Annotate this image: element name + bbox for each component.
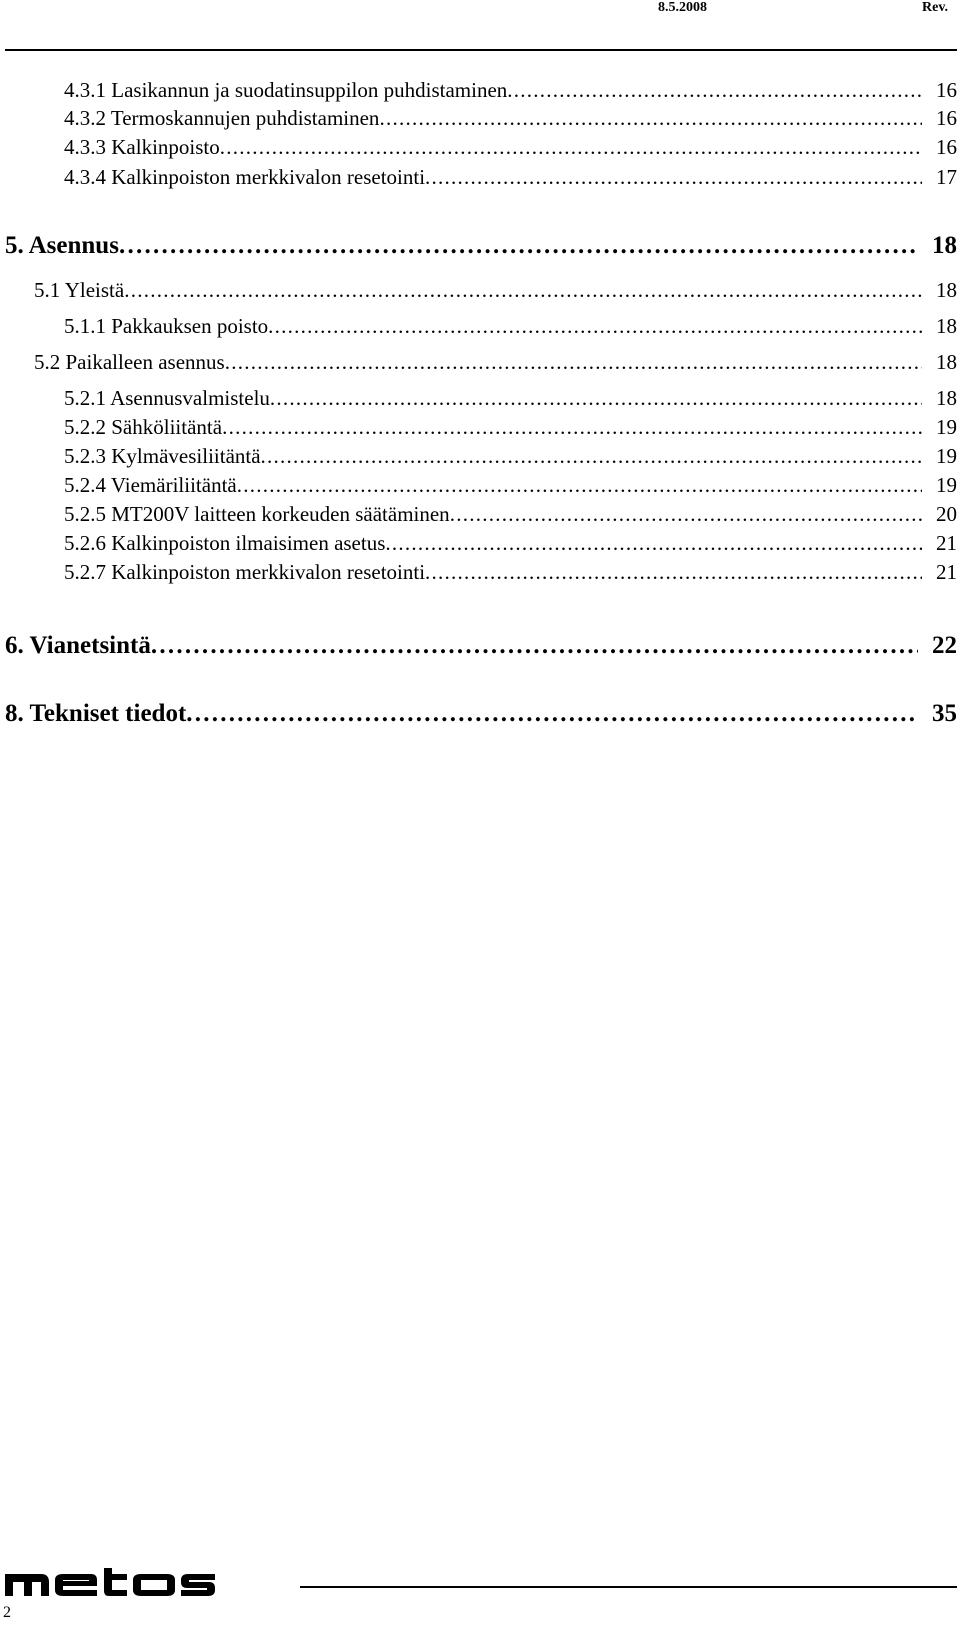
toc-entry[interactable] xyxy=(34,350,957,375)
toc-entry-title: 5.2.6 Kalkinpoiston ilmaisimen asetus xyxy=(64,531,386,555)
toc-entry-title: 5.1.1 Pakkauksen poisto xyxy=(64,314,269,338)
toc-leader-dots xyxy=(507,78,922,103)
toc-entry-title: 8. Tekniset tiedot xyxy=(5,700,187,727)
toc-entry[interactable] xyxy=(64,415,957,440)
toc-entry[interactable] xyxy=(64,531,957,556)
header-revision: Rev. xyxy=(922,0,949,15)
toc-entry-page: 16 xyxy=(936,78,957,102)
toc-leader-dots xyxy=(268,314,922,339)
toc-entry[interactable] xyxy=(34,278,957,303)
toc-leader-dots xyxy=(186,700,918,728)
toc-entry-page: 16 xyxy=(936,106,957,130)
toc-entry-page: 17 xyxy=(936,165,957,189)
toc-entry-page: 19 xyxy=(936,415,957,439)
toc-leader-dots xyxy=(261,444,922,469)
toc-leader-dots xyxy=(119,232,918,260)
toc-leader-dots xyxy=(379,106,922,131)
toc-entry-title: 5.2.7 Kalkinpoiston merkkivalon resetointi xyxy=(64,560,426,584)
page-number: 2 xyxy=(3,1604,11,1621)
toc-leader-dots xyxy=(151,632,918,660)
toc-entry-page: 21 xyxy=(936,531,957,555)
toc-entry[interactable] xyxy=(64,165,957,190)
toc-entry-title: 5. Asennus xyxy=(5,232,119,259)
toc-entry-page: 18 xyxy=(936,386,957,410)
toc-entry-page: 19 xyxy=(936,473,957,497)
toc-leader-dots xyxy=(237,473,922,498)
footer-divider xyxy=(300,1586,957,1588)
toc-chapter-entry[interactable] xyxy=(5,700,957,728)
toc-entry-page: 18 xyxy=(932,232,957,259)
toc-leader-dots xyxy=(222,415,922,440)
toc-entry-page: 21 xyxy=(936,560,957,584)
toc-entry[interactable] xyxy=(64,386,957,411)
toc-leader-dots xyxy=(425,165,922,190)
toc-entry-page: 35 xyxy=(932,700,957,727)
toc-entry[interactable] xyxy=(64,135,957,160)
toc-entry-title: 6. Vianetsintä xyxy=(5,632,151,659)
toc-entry[interactable] xyxy=(64,473,957,498)
toc-chapter-entry[interactable] xyxy=(5,632,957,660)
toc-leader-dots xyxy=(425,560,922,585)
metos-logo xyxy=(5,1566,215,1598)
toc-entry[interactable] xyxy=(64,106,957,131)
toc-entry-page: 19 xyxy=(936,444,957,468)
toc-chapter-entry[interactable] xyxy=(5,232,957,260)
toc-leader-dots xyxy=(385,531,922,556)
toc-leader-dots xyxy=(450,502,922,527)
toc-leader-dots xyxy=(270,386,922,411)
toc-entry-page: 18 xyxy=(936,278,957,302)
toc-entry-page: 16 xyxy=(936,135,957,159)
toc-leader-dots xyxy=(220,135,922,160)
toc-entry-page: 22 xyxy=(932,632,957,659)
toc-entry[interactable] xyxy=(64,78,957,103)
toc-entry[interactable] xyxy=(64,560,957,585)
toc-entry[interactable] xyxy=(64,314,957,339)
toc-entry-page: 18 xyxy=(936,350,957,374)
toc-entry-title: 5.2 Paikalleen asennus xyxy=(34,350,225,374)
toc-entry-page: 18 xyxy=(936,314,957,338)
toc-leader-dots xyxy=(225,350,922,375)
toc-entry-title: 4.3.3 Kalkinpoisto xyxy=(64,135,220,159)
toc-entry-title: 5.2.3 Kylmävesiliitäntä xyxy=(64,444,261,468)
header-date: 8.5.2008 xyxy=(658,0,707,15)
toc-leader-dots xyxy=(124,278,922,303)
toc-entry-title: 5.2.4 Viemäriliitäntä xyxy=(64,473,237,497)
toc-entry-title: 4.3.4 Kalkinpoiston merkkivalon resetointi xyxy=(64,165,426,189)
toc-entry[interactable] xyxy=(64,444,957,469)
toc-entry-title: 4.3.1 Lasikannun ja suodatinsuppilon puhdistaminen xyxy=(64,78,508,102)
toc-entry-page: 20 xyxy=(936,502,957,526)
toc-entry-title: 5.2.2 Sähköliitäntä xyxy=(64,415,223,439)
header-divider xyxy=(5,49,957,51)
toc-entry-title: 5.2.5 MT200V laitteen korkeuden säätäminen xyxy=(64,502,450,526)
toc-entry[interactable] xyxy=(64,502,957,527)
toc-entry-title: 4.3.2 Termoskannujen puhdistaminen xyxy=(64,106,380,130)
toc-entry-title: 5.1 Yleistä xyxy=(34,278,125,302)
toc-entry-title: 5.2.1 Asennusvalmistelu xyxy=(64,386,270,410)
page-header xyxy=(0,0,960,60)
